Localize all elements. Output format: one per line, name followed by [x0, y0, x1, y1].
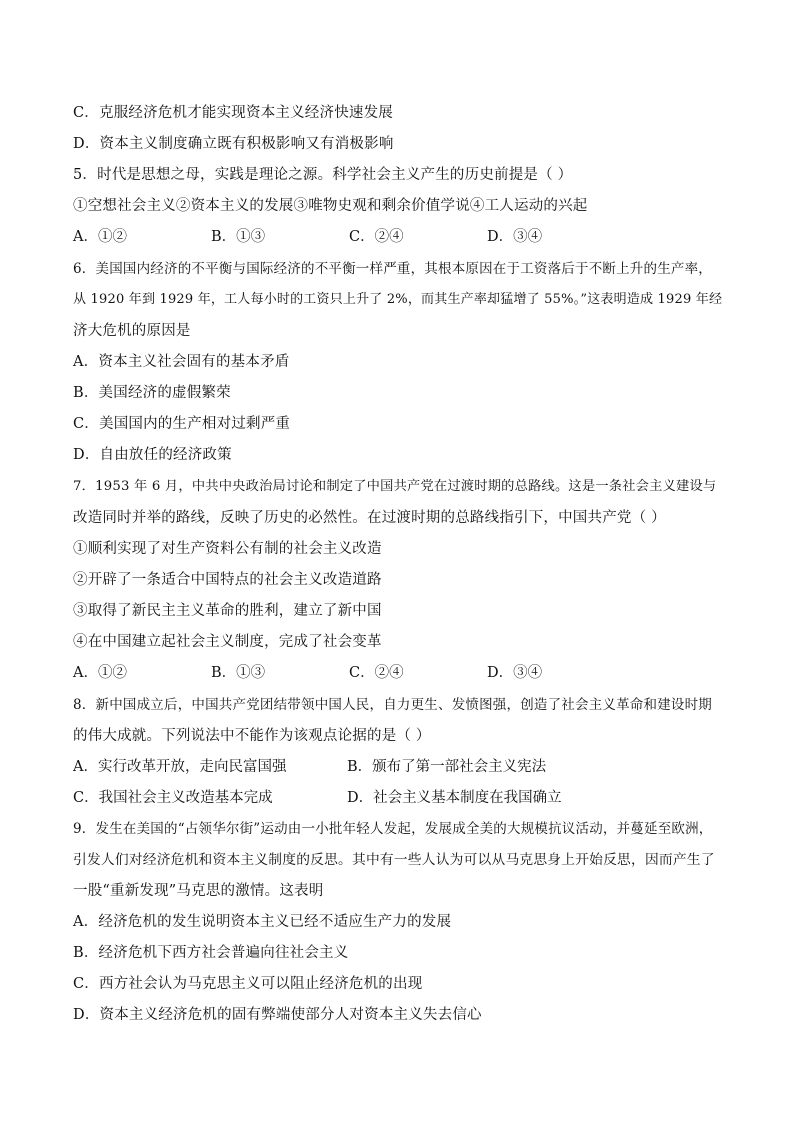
- question-7-item-1: ①顺利实现了对生产资料公有制的社会主义改造: [73, 541, 382, 557]
- question-6-stem-line-3: 济大危机的原因是: [73, 323, 191, 339]
- question-7-item-3: ③取得了新民主主义革命的胜利，建立了新中国: [73, 603, 382, 619]
- prev-question-option-c: C．克服经济危机才能实现资本主义经济快速发展: [73, 105, 393, 121]
- question-9-option-a: A．经济危机的发生说明资本主义已经不适应生产力的发展: [73, 914, 452, 930]
- question-7-stem-line-1: 7．1953 年 6 月，中共中央政治局讨论和制定了中国共产党在过渡时期的总路线。这是一条社会主义建设与: [73, 479, 717, 494]
- question-7-option-c: C．②④: [349, 665, 404, 681]
- question-9-stem-line-1: 9．发生在美国的“占领华尔街”运动由一小批年轻人发起，发展成全美的大规模抗议活动，并蔓延至欧洲，: [73, 821, 713, 837]
- question-6-option-c: C．美国国内的生产相对过剩严重: [73, 416, 291, 432]
- question-6-option-a: A．资本主义社会固有的基本矛盾: [73, 354, 290, 370]
- question-8-option-c: C．我国社会主义改造基本完成: [73, 790, 273, 806]
- question-5-option-c: C．②④: [349, 229, 404, 245]
- question-5-option-a: A．①②: [73, 229, 127, 245]
- question-7-item-2: ②开辟了一条适合中国特点的社会主义改造道路: [73, 572, 382, 588]
- question-9-option-b: B．经济危机下西方社会普遍向往社会主义: [73, 945, 349, 961]
- question-5-stem: 5．时代是思想之母，实践是理论之源。科学社会主义产生的历史前提是（ ）: [73, 167, 573, 183]
- question-7-option-d: D．③④: [487, 665, 543, 681]
- question-9-option-d: D．资本主义经济危机的固有弊端使部分人对资本主义失去信心: [73, 1007, 482, 1023]
- question-8-stem-line-2: 的伟大成就。下列说法中不能作为该观点论据的是（ ）: [73, 728, 431, 744]
- question-7-item-4: ④在中国建立起社会主义制度，完成了社会变革: [73, 634, 382, 650]
- question-6-option-d: D．自由放任的经济政策: [73, 447, 232, 463]
- question-6-option-b: B．美国经济的虚假繁荣: [73, 385, 231, 401]
- question-8-option-b: B．颁布了第一部社会主义宪法: [347, 759, 547, 775]
- question-6-stem-line-1: 6．美国国内经济的不平衡与国际经济的不平衡一样严重，其根本原因在于工资落后于不断上升的生产率，: [73, 261, 712, 277]
- prev-question-option-d: D．资本主义制度确立既有积极影响又有消极影响: [73, 136, 394, 152]
- question-9-option-c: C．西方社会认为马克思主义可以阻止经济危机的出现: [73, 976, 423, 992]
- question-5-option-d: D．③④: [487, 229, 543, 245]
- question-5-option-b: B．①③: [211, 229, 266, 245]
- question-8-option-a: A．实行改革开放，走向民富国强: [73, 759, 287, 775]
- question-7-option-b: B．①③: [211, 665, 266, 681]
- question-9-stem-line-2: 引发人们对经济危机和资本主义制度的反思。其中有一些人认为可以从马克思身上开始反思，因而产生了: [73, 852, 715, 868]
- question-7-option-a: A．①②: [73, 665, 127, 681]
- question-5-items: ①空想社会主义②资本主义的发展③唯物史观和剩余价值学说④工人运动的兴起: [73, 198, 588, 214]
- question-8-stem-line-1: 8．新中国成立后，中国共产党团结带领中国人民，自力更生、发愤图强，创造了社会主义革命和建设时期: [73, 697, 712, 713]
- question-8-option-d: D．社会主义基本制度在我国确立: [347, 790, 562, 806]
- question-6-stem-line-2: 从 1920 年到 1929 年，工人每小时的工资只上升了 2%，而其生产率却猛增了 55%。”这表明造成 1929 年经: [73, 292, 723, 307]
- question-9-stem-line-3: 一股“重新发现”马克思的激情。这表明: [73, 883, 324, 899]
- question-7-stem-line-2: 改造同时并举的路线，反映了历史的必然性。在过渡时期的总路线指引下，中国共产党（ ）: [73, 510, 666, 526]
